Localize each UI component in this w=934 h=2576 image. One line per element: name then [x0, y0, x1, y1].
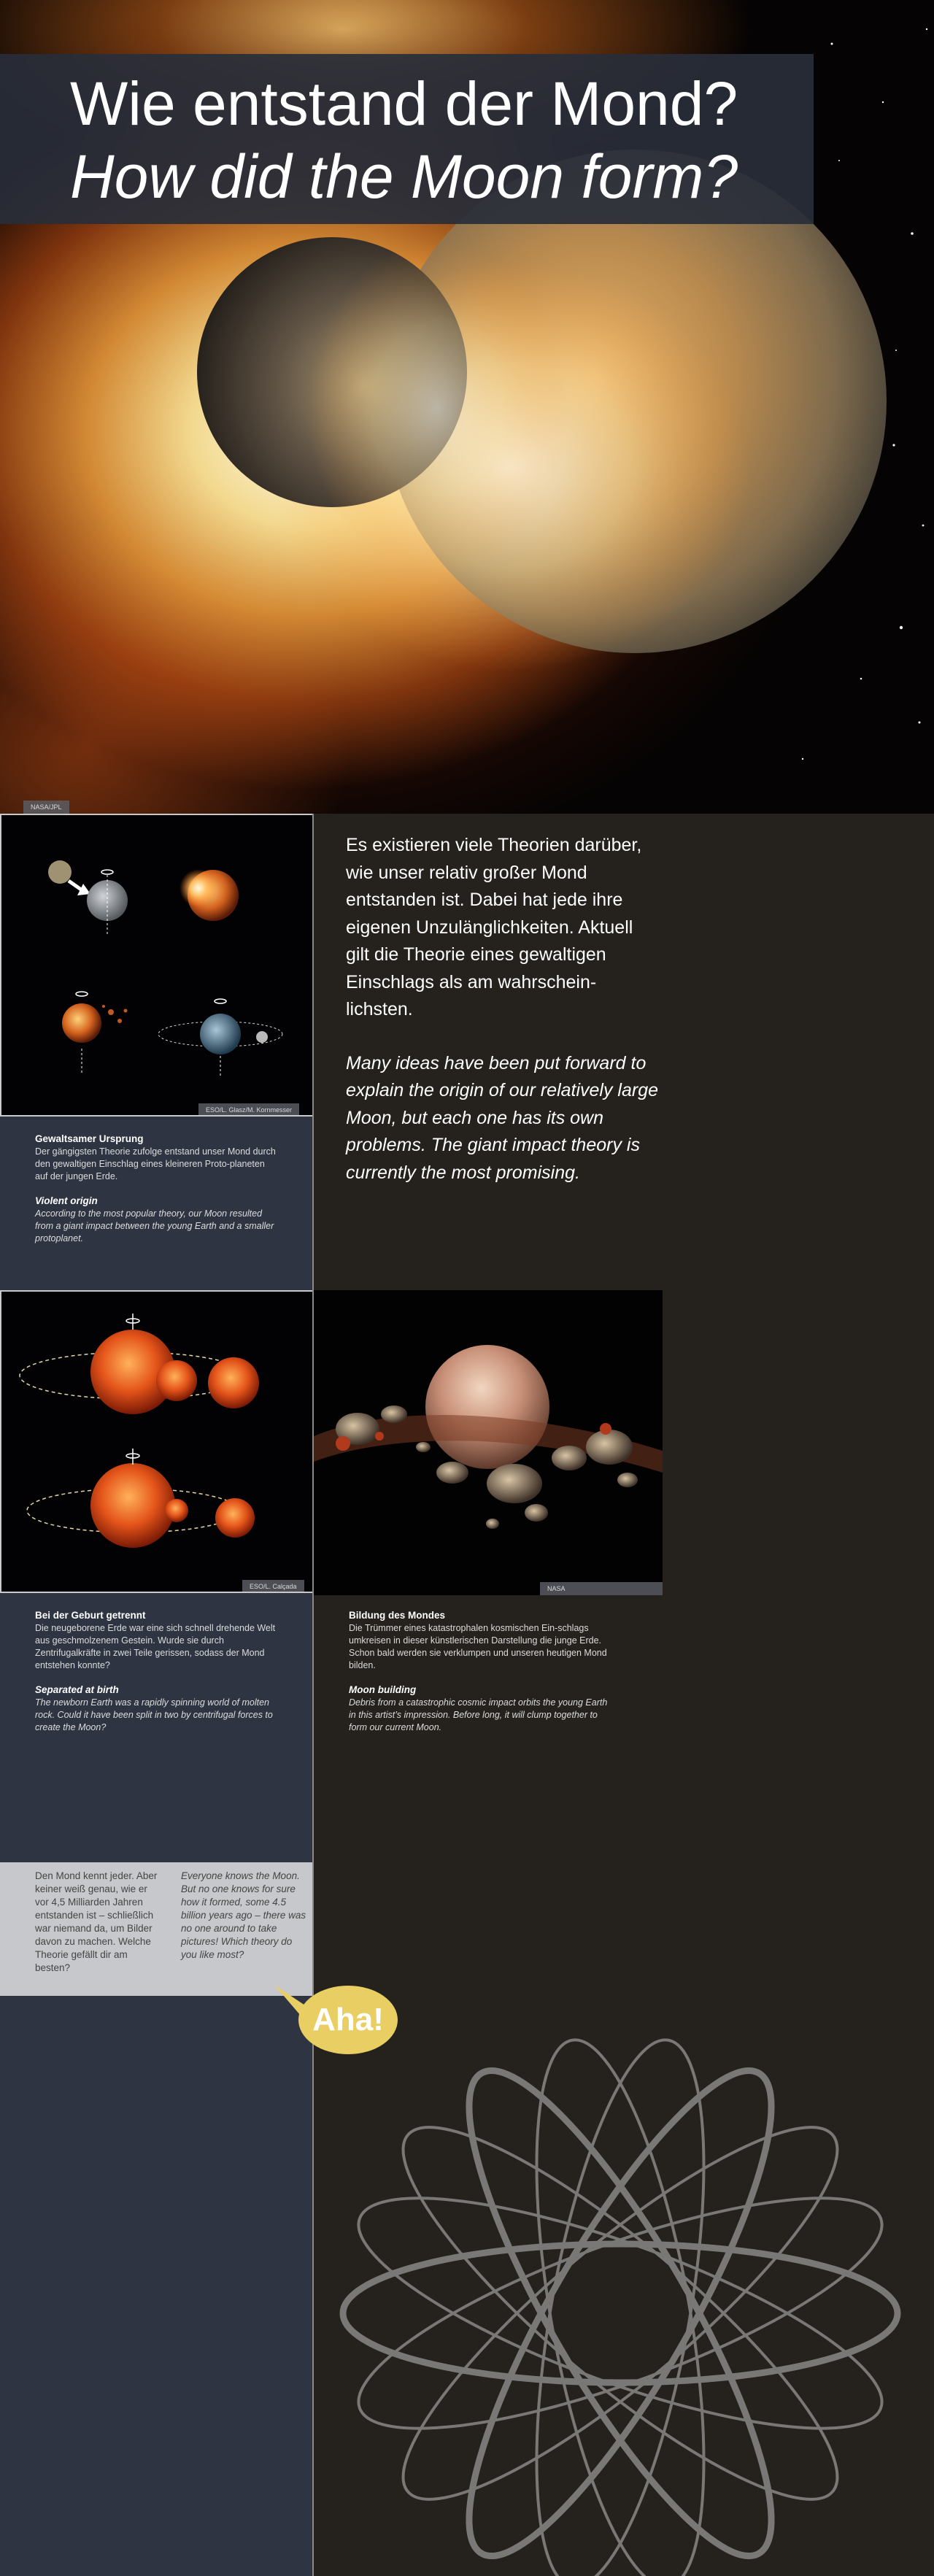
rosette-orbit-line	[422, 2038, 819, 2576]
separated-at-birth-heading-en: Separated at birth	[35, 1684, 119, 1695]
violent-origin-heading-de: Gewaltsamer Ursprung	[35, 1133, 144, 1144]
page-title-english: How did the Moon form?	[70, 142, 738, 211]
moon-building-credit: NASA	[540, 1582, 663, 1595]
moon-building-text-en: Debris from a catastrophic cosmic impact orbits the young Earth in this artist’s impression. Before long, it will clump together to form our current Moon.	[349, 1697, 608, 1732]
violent-origin-credit: ESO/L. Glasz/M. Kornmesser	[198, 1103, 299, 1117]
intro-english: Many ideas have been put forward to explain the origin of our relatively large Moon, but each one has its own problems. The giant impact theory is currently the most promising.	[346, 1052, 659, 1183]
intro-text	[346, 832, 660, 1187]
question-german: Den Mond kennt jeder. Aber keiner weiß genau, wie er vor 4,5 Milliarden Jahren entstanden ist – schließlich war niemand da, um Bilder davon zu machen. Welche Theorie gefällt dir am besten?	[35, 1870, 158, 1973]
moon-building-text-de: Die Trümmer eines katastrophalen kosmischen Ein-schlags umkreisen in dieser künstlerischen Darstellung die junge Erde. Schon bald werden sie verklumpen und unseren heutigen Mond bilden.	[349, 1623, 607, 1670]
violent-origin-text-de: Der gängigsten Theorie zufolge entstand unser Mond durch den gewaltigen Einschlag eines kleineren Proto-planeten auf der jungen Erde.	[35, 1146, 276, 1181]
rosette-orbit-line	[422, 2038, 819, 2576]
violent-origin-heading-en: Violent origin	[35, 1195, 98, 1206]
column-divider	[312, 814, 314, 2576]
lower-left-panel	[0, 1996, 314, 2576]
separated-at-birth-text-en: The newborn Earth was a rapidly spinning world of molten rock. Could it have been split in two by centrifugal forces to create the Moon?	[35, 1697, 273, 1732]
aha-speech-bubble	[273, 1975, 404, 2062]
separated-at-birth-credit: ESO/L. Calçada	[242, 1580, 304, 1593]
page-title-german: Wie entstand der Mond?	[70, 69, 738, 138]
aha-label: Aha!	[312, 2002, 384, 2037]
separated-at-birth-image	[0, 1290, 314, 1593]
hero-impact-illustration	[0, 0, 934, 814]
question-english: Everyone knows the Moon. But no one knows for sure how it formed, some 4.5 billion years ago – there was no one around to take pictures! Which theory do you like most?	[181, 1870, 306, 1960]
moon-building-caption	[349, 1609, 611, 1734]
title-box	[0, 54, 814, 224]
violent-origin-text-en: According to the most popular theory, our Moon resulted from a giant impact between the young Earth and a smaller protoplanet.	[35, 1208, 274, 1243]
hero-image-credit: NASA/JPL	[23, 801, 69, 814]
rosette-orbit-line	[343, 2244, 898, 2383]
separated-at-birth-text-de: Die neugeborene Erde war eine sich schnell drehende Welt aus geschmolzenem Gestein. Wurde sie durch Zentrifugalkräfte in zwei Teile gerissen, sodass der Mond entstehen konnte?	[35, 1623, 276, 1670]
rosette-orbit-line	[363, 2082, 877, 2545]
moon-building-image	[314, 1290, 663, 1595]
intro-german: Es existieren viele Theorien darüber, wie unser relativ großer Mond entstanden ist. Dabei hat jede ihre eigenen Unzulänglichkeiten. Aktuell gilt die Theorie eines gewaltigen Einschlags als am wahrschein-lichsten.	[346, 835, 642, 1019]
violent-origin-image	[0, 814, 314, 1117]
rosette-orbit-line	[363, 2082, 877, 2545]
separated-at-birth-caption	[0, 1593, 314, 1862]
violent-origin-caption	[0, 1117, 314, 1290]
question-box	[0, 1862, 314, 1996]
orbit-rosette-decoration	[314, 1861, 934, 2576]
moon-building-heading-de: Bildung des Mondes	[349, 1610, 446, 1621]
separated-at-birth-heading-de: Bei der Geburt getrennt	[35, 1610, 146, 1621]
moon-building-heading-en: Moon building	[349, 1684, 417, 1695]
